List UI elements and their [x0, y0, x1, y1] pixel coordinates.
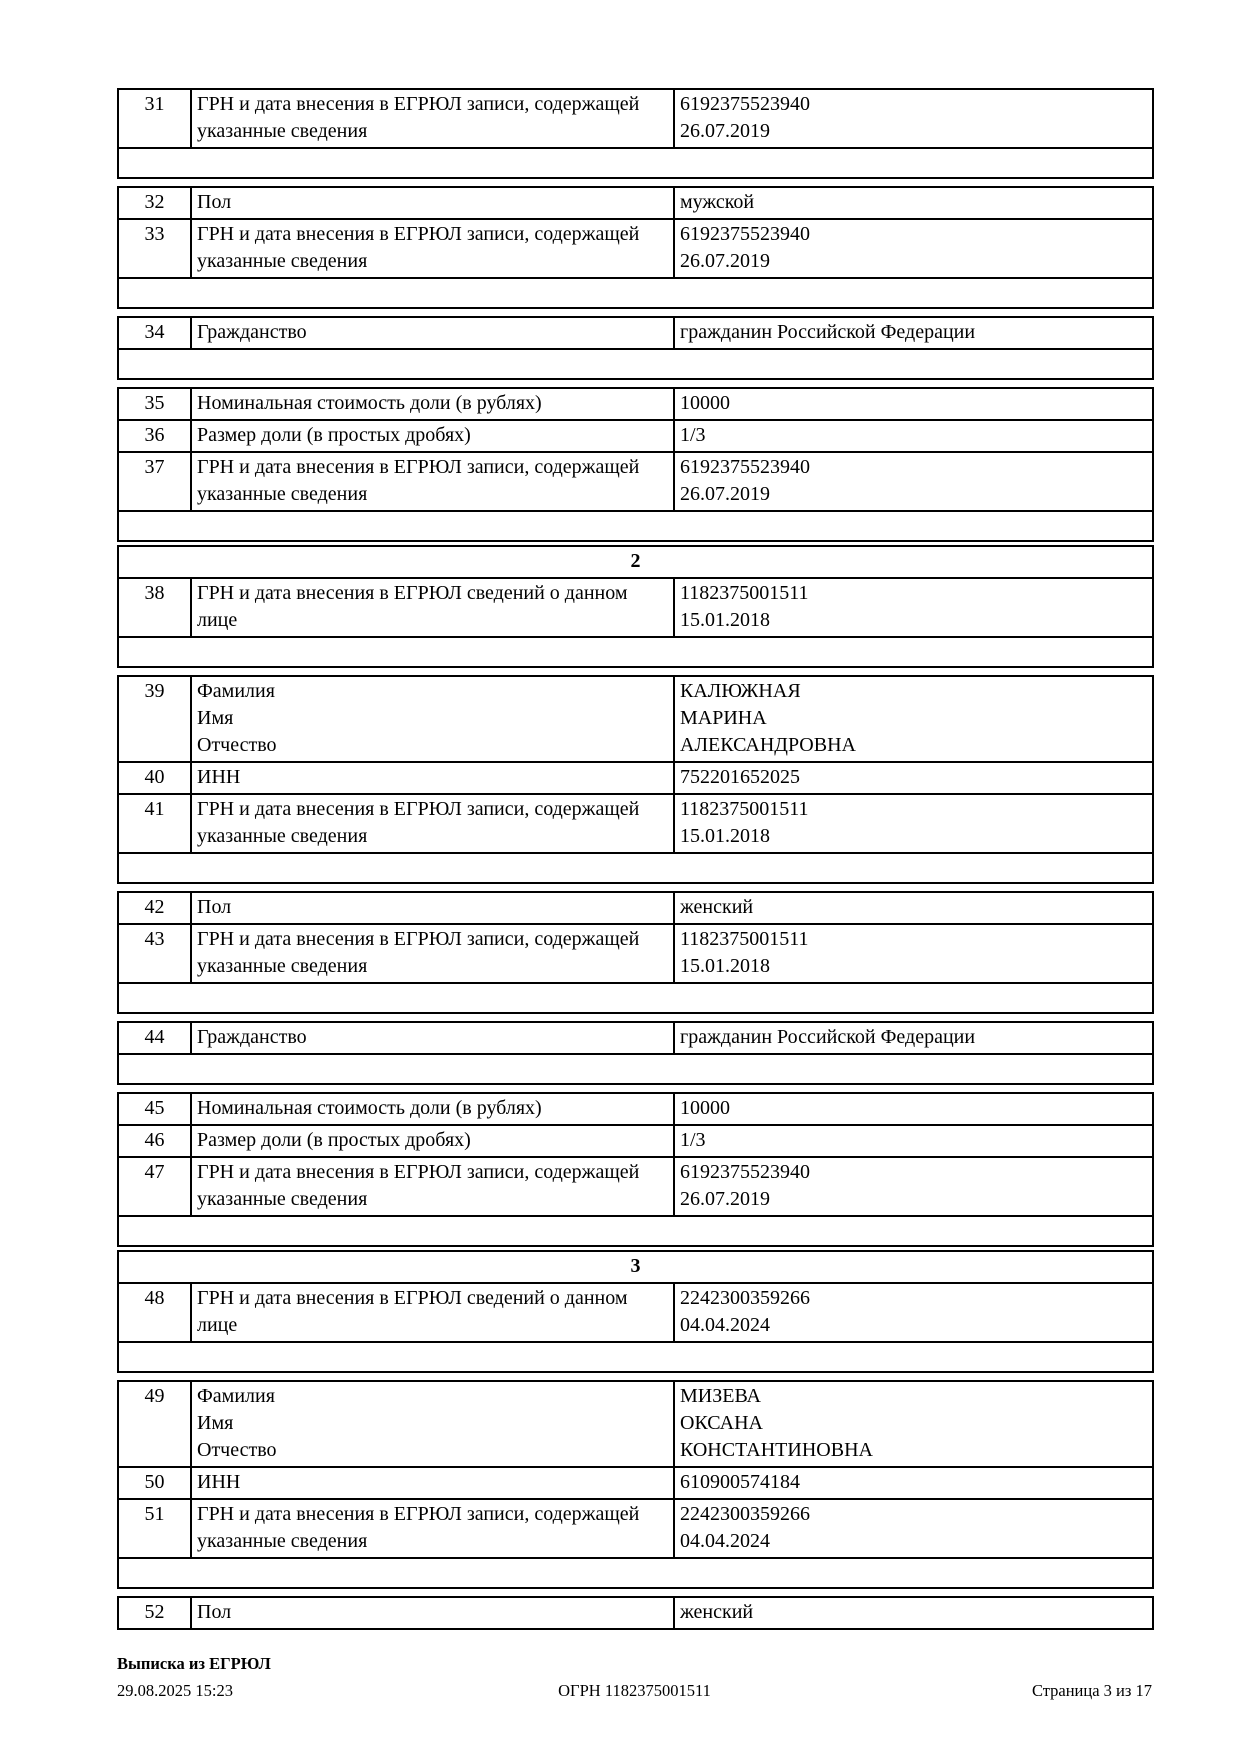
row-number-cell: 50 — [118, 1467, 191, 1499]
registry-table-8 — [117, 1021, 1154, 1085]
row-label-cell: ГРН и дата внесения в ЕГРЮЛ записи, содержащей указанные сведения — [191, 89, 674, 148]
row-value-cell: гражданин Российской Федерации — [674, 1022, 1153, 1054]
registry-table-5 — [117, 545, 1154, 668]
registry-table-4 — [117, 387, 1154, 542]
registry-table-9 — [117, 1092, 1154, 1247]
row-value-cell: 1182375001511 15.01.2018 — [674, 794, 1153, 853]
spacer-cell — [118, 1216, 1153, 1246]
spacer-cell — [118, 1558, 1153, 1588]
row-value-cell: 6192375523940 26.07.2019 — [674, 452, 1153, 511]
table-row-45 — [118, 1093, 1153, 1125]
spacer-cell — [118, 1054, 1153, 1084]
row-label-cell: Фамилия Имя Отчество — [191, 676, 674, 762]
row-label-cell: Номинальная стоимость доли (в рублях) — [191, 388, 674, 420]
spacer-row — [118, 983, 1153, 1013]
row-value-cell: 6192375523940 26.07.2019 — [674, 219, 1153, 278]
row-number-cell: 39 — [118, 676, 191, 762]
row-label-cell: ГРН и дата внесения в ЕГРЮЛ записи, содержащей указанные сведения — [191, 1499, 674, 1558]
spacer-row — [118, 853, 1153, 883]
footer-page-number: Страница 3 из 17 — [1031, 1681, 1152, 1700]
row-value-cell: 1182375001511 15.01.2018 — [674, 924, 1153, 983]
footer-datetime: 29.08.2025 15:23 — [117, 1681, 233, 1700]
section-number-row — [118, 546, 1153, 578]
table-row-36 — [118, 420, 1153, 452]
row-number-cell: 51 — [118, 1499, 191, 1558]
table-row-52 — [118, 1597, 1153, 1629]
registry-table-3 — [117, 316, 1154, 380]
row-label-cell: Пол — [191, 1597, 674, 1629]
section-number-row — [118, 1251, 1153, 1283]
row-value-cell: 1/3 — [674, 1125, 1153, 1157]
row-number-cell: 34 — [118, 317, 191, 349]
spacer-row — [118, 148, 1153, 178]
spacer-row — [118, 1558, 1153, 1588]
row-label-cell: ГРН и дата внесения в ЕГРЮЛ сведений о данном лице — [191, 1283, 674, 1342]
row-number-cell: 33 — [118, 219, 191, 278]
spacer-cell — [118, 278, 1153, 308]
registry-table-7 — [117, 891, 1154, 1014]
row-label-cell: ГРН и дата внесения в ЕГРЮЛ записи, содержащей указанные сведения — [191, 794, 674, 853]
spacer-row — [118, 1342, 1153, 1372]
row-value-cell: 610900574184 — [674, 1467, 1153, 1499]
registry-table-12 — [117, 1596, 1154, 1630]
row-label-cell: ГРН и дата внесения в ЕГРЮЛ записи, содержащей указанные сведения — [191, 924, 674, 983]
row-value-cell: 1/3 — [674, 420, 1153, 452]
footer-line — [117, 1677, 1152, 1704]
registry-table-10 — [117, 1250, 1154, 1373]
row-value-cell: 6192375523940 26.07.2019 — [674, 89, 1153, 148]
table-row-42 — [118, 892, 1153, 924]
spacer-row — [118, 637, 1153, 667]
row-number-cell: 41 — [118, 794, 191, 853]
row-value-cell: 10000 — [674, 1093, 1153, 1125]
row-number-cell: 38 — [118, 578, 191, 637]
row-value-cell: КАЛЮЖНАЯ МАРИНА АЛЕКСАНДРОВНА — [674, 676, 1153, 762]
spacer-cell — [118, 349, 1153, 379]
section-number-cell: 2 — [118, 546, 1153, 578]
row-number-cell: 31 — [118, 89, 191, 148]
table-row-49 — [118, 1381, 1153, 1467]
table-row-47 — [118, 1157, 1153, 1216]
table-row-48 — [118, 1283, 1153, 1342]
row-value-cell: мужской — [674, 187, 1153, 219]
spacer-cell — [118, 1342, 1153, 1372]
row-number-cell: 47 — [118, 1157, 191, 1216]
table-row-33 — [118, 219, 1153, 278]
spacer-row — [118, 349, 1153, 379]
row-number-cell: 46 — [118, 1125, 191, 1157]
table-row-31 — [118, 89, 1153, 148]
row-value-cell: женский — [674, 1597, 1153, 1629]
row-label-cell: ИНН — [191, 1467, 674, 1499]
table-row-32 — [118, 187, 1153, 219]
spacer-cell — [118, 637, 1153, 667]
row-label-cell: Гражданство — [191, 317, 674, 349]
registry-table-11 — [117, 1380, 1154, 1589]
row-label-cell: ГРН и дата внесения в ЕГРЮЛ сведений о данном лице — [191, 578, 674, 637]
row-number-cell: 52 — [118, 1597, 191, 1629]
row-number-cell: 48 — [118, 1283, 191, 1342]
table-row-39 — [118, 676, 1153, 762]
row-value-cell: 2242300359266 04.04.2024 — [674, 1499, 1153, 1558]
row-number-cell: 36 — [118, 420, 191, 452]
row-number-cell: 45 — [118, 1093, 191, 1125]
row-label-cell: Гражданство — [191, 1022, 674, 1054]
spacer-cell — [118, 511, 1153, 541]
row-value-cell: гражданин Российской Федерации — [674, 317, 1153, 349]
spacer-cell — [118, 853, 1153, 883]
spacer-cell — [118, 983, 1153, 1013]
spacer-row — [118, 511, 1153, 541]
row-number-cell: 40 — [118, 762, 191, 794]
table-row-38 — [118, 578, 1153, 637]
tables-wrap — [117, 88, 1152, 1637]
row-number-cell: 37 — [118, 452, 191, 511]
row-label-cell: ГРН и дата внесения в ЕГРЮЛ записи, содержащей указанные сведения — [191, 219, 674, 278]
table-row-35 — [118, 388, 1153, 420]
row-label-cell: Размер доли (в простых дробях) — [191, 420, 674, 452]
table-row-44 — [118, 1022, 1153, 1054]
row-number-cell: 35 — [118, 388, 191, 420]
row-label-cell: ГРН и дата внесения в ЕГРЮЛ записи, содержащей указанные сведения — [191, 452, 674, 511]
row-value-cell: МИЗЕВА ОКСАНА КОНСТАНТИНОВНА — [674, 1381, 1153, 1467]
row-label-cell: ГРН и дата внесения в ЕГРЮЛ записи, содержащей указанные сведения — [191, 1157, 674, 1216]
table-row-37 — [118, 452, 1153, 511]
row-number-cell: 49 — [118, 1381, 191, 1467]
registry-table-6 — [117, 675, 1154, 884]
table-row-41 — [118, 794, 1153, 853]
row-number-cell: 32 — [118, 187, 191, 219]
footer-ogrn: ОГРН 1182375001511 — [558, 1681, 711, 1700]
row-label-cell: Пол — [191, 187, 674, 219]
table-row-50 — [118, 1467, 1153, 1499]
row-value-cell: 1182375001511 15.01.2018 — [674, 578, 1153, 637]
table-row-51 — [118, 1499, 1153, 1558]
table-row-46 — [118, 1125, 1153, 1157]
row-number-cell: 42 — [118, 892, 191, 924]
row-label-cell: ИНН — [191, 762, 674, 794]
row-value-cell: женский — [674, 892, 1153, 924]
row-value-cell: 6192375523940 26.07.2019 — [674, 1157, 1153, 1216]
table-row-34 — [118, 317, 1153, 349]
spacer-row — [118, 1054, 1153, 1084]
footer-doc-title: Выписка из ЕГРЮЛ — [117, 1654, 271, 1673]
table-row-40 — [118, 762, 1153, 794]
row-number-cell: 44 — [118, 1022, 191, 1054]
row-label-cell: Номинальная стоимость доли (в рублях) — [191, 1093, 674, 1125]
table-row-43 — [118, 924, 1153, 983]
row-number-cell: 43 — [118, 924, 191, 983]
spacer-row — [118, 1216, 1153, 1246]
spacer-cell — [118, 148, 1153, 178]
row-value-cell: 10000 — [674, 388, 1153, 420]
section-number-cell: 3 — [118, 1251, 1153, 1283]
row-value-cell: 2242300359266 04.04.2024 — [674, 1283, 1153, 1342]
row-label-cell: Фамилия Имя Отчество — [191, 1381, 674, 1467]
footer — [117, 1650, 1152, 1704]
registry-table-1 — [117, 88, 1154, 179]
registry-table-2 — [117, 186, 1154, 309]
row-value-cell: 752201652025 — [674, 762, 1153, 794]
row-label-cell: Размер доли (в простых дробях) — [191, 1125, 674, 1157]
row-label-cell: Пол — [191, 892, 674, 924]
spacer-row — [118, 278, 1153, 308]
